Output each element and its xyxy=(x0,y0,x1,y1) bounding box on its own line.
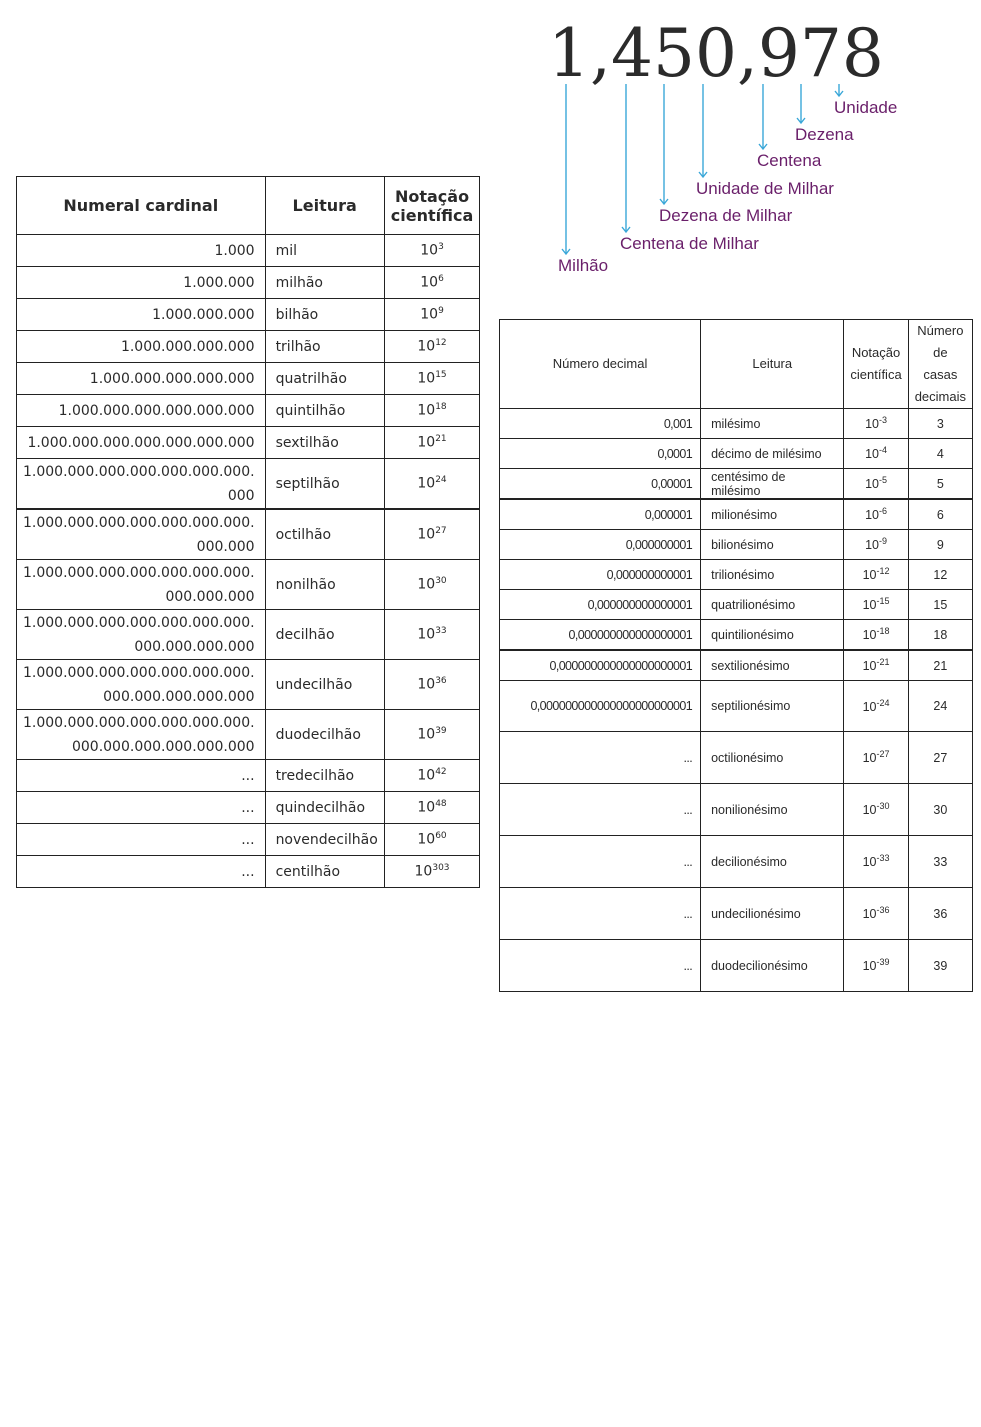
reading-cell: quatrilionésimo xyxy=(701,590,844,620)
decimal-places-cell: 6 xyxy=(908,499,972,530)
power-base: 10 xyxy=(862,700,877,715)
power-exponent: 42 xyxy=(435,767,447,778)
numeral-cell xyxy=(17,856,266,888)
table-row xyxy=(500,888,973,940)
reading-cell: tredecilhão xyxy=(265,760,384,792)
table-row xyxy=(17,760,480,792)
header-numero: Número xyxy=(917,323,964,338)
scientific-notation-cell xyxy=(384,267,479,299)
numeral-value: 1.000.000.000.000.000.000.000. xyxy=(23,463,255,480)
arrow-6 xyxy=(562,84,570,254)
power-exponent: 24 xyxy=(435,475,447,486)
decimal-number-cell: 0,000000000000000000001 xyxy=(500,650,701,681)
header-numeral-cardinal: Numeral cardinal xyxy=(17,177,266,235)
scientific-notation-cell xyxy=(844,888,908,940)
scientific-notation-cell xyxy=(384,331,479,363)
cardinal-header-row xyxy=(17,177,480,235)
power-base: 10 xyxy=(865,538,879,553)
reading-cell: duodecilionésimo xyxy=(701,940,844,992)
scientific-notation-cell xyxy=(844,560,908,590)
scientific-notation-cell xyxy=(844,530,908,560)
decimal-number-cell: 0,0001 xyxy=(500,439,701,469)
decimal-places-cell: 9 xyxy=(908,530,972,560)
decimal-number-cell: 0,000000000000001 xyxy=(500,590,701,620)
numeral-value: 1.000.000.000.000 xyxy=(120,338,255,355)
power-base: 10 xyxy=(862,628,877,643)
power-base: 10 xyxy=(865,447,879,462)
reading-cell: milésimo xyxy=(701,409,844,439)
power-exponent: 6 xyxy=(438,274,444,285)
decimal-number-cell: ... xyxy=(500,940,701,992)
decimal-header-row xyxy=(500,320,973,409)
table-row xyxy=(500,469,973,500)
power-base: 10 xyxy=(862,751,877,766)
arrow-4 xyxy=(660,84,668,204)
numeral-value: 000.000 xyxy=(196,538,255,555)
label-unidade-de-milhar: Unidade de Milhar xyxy=(696,179,834,198)
reading-cell: centésimo de milésimo xyxy=(701,469,844,500)
table-row xyxy=(500,439,973,469)
scientific-notation-cell xyxy=(844,732,908,784)
numeral-cell xyxy=(17,792,266,824)
reading-cell: undecilionésimo xyxy=(701,888,844,940)
numeral-cell xyxy=(17,427,266,459)
scientific-notation-cell xyxy=(844,499,908,530)
decimal-number-cell: 0,000000001 xyxy=(500,530,701,560)
numeral-value: ... xyxy=(241,799,255,816)
numeral-value: 1.000.000.000 xyxy=(152,306,255,323)
table-row xyxy=(500,409,973,439)
power-base: 10 xyxy=(417,434,436,451)
scientific-notation-cell xyxy=(384,660,479,710)
power-exponent: 15 xyxy=(435,370,447,381)
header-de-casas: de casas xyxy=(923,345,958,382)
table-row xyxy=(17,363,480,395)
decimal-places-cell: 27 xyxy=(908,732,972,784)
power-base: 10 xyxy=(417,576,436,593)
power-base: 10 xyxy=(417,799,436,816)
power-exponent: 18 xyxy=(435,402,447,413)
arrow-2 xyxy=(759,84,767,149)
place-value-diagram xyxy=(540,10,970,290)
power-exponent: 39 xyxy=(435,726,447,737)
decimal-number-cell: 0,000000000000000001 xyxy=(500,620,701,651)
power-base: 10 xyxy=(420,306,439,323)
numeral-value: 000.000.000.000.000.000 xyxy=(71,738,255,755)
scientific-notation-cell xyxy=(844,590,908,620)
power-base: 10 xyxy=(414,863,433,880)
table-row xyxy=(17,267,480,299)
scientific-notation-cell xyxy=(384,395,479,427)
table-row xyxy=(17,824,480,856)
table-row xyxy=(17,560,480,610)
power-exponent: -4 xyxy=(878,445,887,456)
scientific-notation-cell xyxy=(844,620,908,651)
table-row xyxy=(500,732,973,784)
reading-cell: decilhão xyxy=(265,610,384,660)
power-exponent: 48 xyxy=(435,799,447,810)
decimal-places-cell: 3 xyxy=(908,409,972,439)
numeral-value: 000.000.000 xyxy=(165,588,255,605)
decimal-number-cell: ... xyxy=(500,784,701,836)
reading-cell: novendecilhão xyxy=(265,824,384,856)
label-unidade: Unidade xyxy=(834,98,898,117)
scientific-notation-cell xyxy=(384,792,479,824)
header-leitura: Leitura xyxy=(701,320,844,409)
scientific-notation-cell xyxy=(384,610,479,660)
reading-cell: septilionésimo xyxy=(701,681,844,732)
power-base: 10 xyxy=(865,417,879,432)
power-base: 10 xyxy=(417,767,436,784)
arrow-3 xyxy=(699,84,707,177)
power-base: 10 xyxy=(420,242,439,259)
numeral-value: 1.000.000.000.000.000.000.000. xyxy=(23,614,255,631)
power-exponent: 303 xyxy=(432,863,450,874)
table-row xyxy=(17,610,480,660)
reading-cell: duodecilhão xyxy=(265,710,384,760)
scientific-notation-cell xyxy=(844,439,908,469)
reading-cell: centilhão xyxy=(265,856,384,888)
reading-cell: octilionésimo xyxy=(701,732,844,784)
label-dezena-de-milhar: Dezena de Milhar xyxy=(659,206,793,225)
power-exponent: -24 xyxy=(876,697,890,708)
power-base: 10 xyxy=(417,831,436,848)
table-row xyxy=(17,856,480,888)
power-exponent: 21 xyxy=(435,434,447,445)
power-exponent: 12 xyxy=(435,338,447,349)
numeral-value: ... xyxy=(241,767,255,784)
power-exponent: -36 xyxy=(876,905,890,916)
power-exponent: -12 xyxy=(876,566,890,577)
numeral-value: 000.000.000.000.000 xyxy=(103,688,255,705)
decimal-places-cell: 39 xyxy=(908,940,972,992)
decimal-places-cell: 30 xyxy=(908,784,972,836)
decimal-places-cell: 36 xyxy=(908,888,972,940)
decimal-places-cell: 24 xyxy=(908,681,972,732)
numeral-cell xyxy=(17,395,266,427)
scientific-notation-cell xyxy=(844,409,908,439)
table-row xyxy=(17,459,480,510)
example-number: 1,450,978 xyxy=(548,15,884,92)
numeral-value: 1.000.000.000.000.000.000.000. xyxy=(23,514,255,531)
table-row xyxy=(17,235,480,267)
numeral-value: 1.000.000.000.000.000 xyxy=(89,370,255,387)
power-exponent: -5 xyxy=(878,475,887,486)
table-row xyxy=(17,299,480,331)
power-exponent: -15 xyxy=(876,596,890,607)
reading-cell: octilhão xyxy=(265,509,384,560)
power-exponent: -6 xyxy=(878,506,887,517)
power-base: 10 xyxy=(865,508,879,523)
power-exponent: -30 xyxy=(876,801,890,812)
table-row xyxy=(17,395,480,427)
decimal-number-cell: 0,00001 xyxy=(500,469,701,500)
decimal-places-cell: 33 xyxy=(908,836,972,888)
header-numero-decimal: Número decimal xyxy=(500,320,701,409)
label-milhao: Milhão xyxy=(558,256,609,275)
scientific-notation-cell xyxy=(844,681,908,732)
numeral-cell xyxy=(17,710,266,760)
label-dezena: Dezena xyxy=(795,125,854,144)
power-exponent: 33 xyxy=(435,626,447,637)
power-exponent: -3 xyxy=(878,415,887,426)
power-base: 10 xyxy=(862,659,877,674)
scientific-notation-cell xyxy=(844,469,908,500)
table-row xyxy=(500,620,973,651)
scientific-notation-cell xyxy=(384,560,479,610)
header-decimais: decimais xyxy=(914,389,966,404)
scientific-notation-cell xyxy=(844,836,908,888)
power-exponent: -33 xyxy=(876,853,890,864)
table-row xyxy=(17,792,480,824)
header-leitura: Leitura xyxy=(265,177,384,235)
decimal-number-cell: 0,001 xyxy=(500,409,701,439)
decimal-places-cell: 12 xyxy=(908,560,972,590)
power-exponent: -18 xyxy=(876,626,890,637)
reading-cell: milionésimo xyxy=(701,499,844,530)
decimal-number-cell: 0,000000000001 xyxy=(500,560,701,590)
scientific-notation-cell xyxy=(844,940,908,992)
power-exponent: 3 xyxy=(438,242,444,253)
numeral-value: 1.000 xyxy=(214,242,255,259)
scientific-notation-cell xyxy=(384,509,479,560)
table-row xyxy=(500,530,973,560)
table-row xyxy=(500,499,973,530)
reading-cell: sextilionésimo xyxy=(701,650,844,681)
decimal-places-cell: 5 xyxy=(908,469,972,500)
numeral-cell xyxy=(17,267,266,299)
power-base: 10 xyxy=(417,370,436,387)
table-row xyxy=(500,650,973,681)
decimal-number-cell: ... xyxy=(500,888,701,940)
reading-cell: mil xyxy=(265,235,384,267)
numeral-cell xyxy=(17,459,266,510)
scientific-notation-cell xyxy=(384,427,479,459)
numeral-value: 1.000.000.000.000.000.000.000. xyxy=(23,714,255,731)
scientific-notation-cell xyxy=(384,363,479,395)
numeral-value: 000.000.000.000 xyxy=(134,638,255,655)
numeral-cell xyxy=(17,331,266,363)
numeral-value: 1.000.000.000.000.000.000.000. xyxy=(23,664,255,681)
power-exponent: -9 xyxy=(878,536,887,547)
reading-cell: trilionésimo xyxy=(701,560,844,590)
numeral-value: 000 xyxy=(227,487,255,504)
header-notacao: Notação xyxy=(394,186,470,206)
power-base: 10 xyxy=(417,726,436,743)
reading-cell: quintilhão xyxy=(265,395,384,427)
header-notacao-cientifica xyxy=(844,320,908,409)
numeral-cell xyxy=(17,363,266,395)
numeral-value: 1.000.000.000.000.000.000.000. xyxy=(23,564,255,581)
power-exponent: 9 xyxy=(438,306,444,317)
power-base: 10 xyxy=(862,598,877,613)
header-notacao: Notação xyxy=(851,345,901,360)
decimal-numbers-table xyxy=(499,319,973,992)
reading-cell: trilhão xyxy=(265,331,384,363)
table-row xyxy=(500,784,973,836)
power-exponent: 30 xyxy=(435,576,447,587)
power-base: 10 xyxy=(417,402,436,419)
power-base: 10 xyxy=(417,475,436,492)
table-row xyxy=(500,590,973,620)
numeral-value: ... xyxy=(241,831,255,848)
power-base: 10 xyxy=(420,274,439,291)
reading-cell: undecilhão xyxy=(265,660,384,710)
decimal-number-cell: ... xyxy=(500,732,701,784)
numeral-value: 1.000.000 xyxy=(183,274,255,291)
scientific-notation-cell xyxy=(844,650,908,681)
scientific-notation-cell xyxy=(384,235,479,267)
power-base: 10 xyxy=(862,803,877,818)
numeral-cell xyxy=(17,660,266,710)
reading-cell: nonilhão xyxy=(265,560,384,610)
scientific-notation-cell xyxy=(384,856,479,888)
arrow-5 xyxy=(622,84,630,232)
power-base: 10 xyxy=(862,855,877,870)
decimal-number-cell: ... xyxy=(500,836,701,888)
reading-cell: bilionésimo xyxy=(701,530,844,560)
numeral-cell xyxy=(17,299,266,331)
cardinal-numbers-table xyxy=(16,176,480,888)
power-exponent: -27 xyxy=(876,749,890,760)
decimal-places-cell: 4 xyxy=(908,439,972,469)
power-exponent: 36 xyxy=(435,676,447,687)
numeral-value: ... xyxy=(241,863,255,880)
table-row xyxy=(17,509,480,560)
reading-cell: quatrilhão xyxy=(265,363,384,395)
scientific-notation-cell xyxy=(384,760,479,792)
header-cientifica: científica xyxy=(390,205,474,225)
reading-cell: decilionésimo xyxy=(701,836,844,888)
power-exponent: -39 xyxy=(876,957,890,968)
numeral-cell xyxy=(17,509,266,560)
numeral-cell xyxy=(17,560,266,610)
table-row xyxy=(17,427,480,459)
reading-cell: bilhão xyxy=(265,299,384,331)
power-exponent: 60 xyxy=(435,831,447,842)
numeral-cell xyxy=(17,824,266,856)
power-base: 10 xyxy=(417,626,436,643)
decimal-places-cell: 15 xyxy=(908,590,972,620)
scientific-notation-cell xyxy=(384,824,479,856)
reading-cell: décimo de milésimo xyxy=(701,439,844,469)
reading-cell: nonilionésimo xyxy=(701,784,844,836)
table-row xyxy=(17,660,480,710)
header-numero-de-casas-decimais xyxy=(908,320,972,409)
power-base: 10 xyxy=(862,568,877,583)
numeral-cell xyxy=(17,610,266,660)
numeral-cell xyxy=(17,235,266,267)
reading-cell: sextilhão xyxy=(265,427,384,459)
label-centena-de-milhar: Centena de Milhar xyxy=(620,234,759,253)
power-base: 10 xyxy=(865,477,879,492)
table-row xyxy=(17,710,480,760)
reading-cell: septilhão xyxy=(265,459,384,510)
decimal-places-cell: 18 xyxy=(908,620,972,651)
power-exponent: 27 xyxy=(435,526,447,537)
decimal-number-cell: 0,000001 xyxy=(500,499,701,530)
scientific-notation-cell xyxy=(844,784,908,836)
scientific-notation-cell xyxy=(384,459,479,510)
power-base: 10 xyxy=(417,338,436,355)
table-row xyxy=(500,940,973,992)
decimal-number-cell: 0,000000000000000000000001 xyxy=(500,681,701,732)
numeral-value: 1.000.000.000.000.000.000.000 xyxy=(27,434,255,451)
reading-cell: milhão xyxy=(265,267,384,299)
scientific-notation-cell xyxy=(384,710,479,760)
table-row xyxy=(500,681,973,732)
power-base: 10 xyxy=(417,526,436,543)
reading-cell: quindecilhão xyxy=(265,792,384,824)
numeral-value: 1.000.000.000.000.000.000 xyxy=(58,402,255,419)
table-row xyxy=(17,331,480,363)
power-base: 10 xyxy=(862,959,877,974)
power-base: 10 xyxy=(862,907,877,922)
arrow-1 xyxy=(797,84,805,123)
header-cientifica: científica xyxy=(850,367,902,382)
decimal-places-cell: 21 xyxy=(908,650,972,681)
arrow-0 xyxy=(835,84,843,96)
power-base: 10 xyxy=(417,676,436,693)
header-notacao-cientifica xyxy=(384,177,479,235)
table-row xyxy=(500,560,973,590)
reading-cell: quintilionésimo xyxy=(701,620,844,651)
label-centena: Centena xyxy=(757,151,822,170)
power-exponent: -21 xyxy=(876,657,890,668)
numeral-cell xyxy=(17,760,266,792)
scientific-notation-cell xyxy=(384,299,479,331)
table-row xyxy=(500,836,973,888)
